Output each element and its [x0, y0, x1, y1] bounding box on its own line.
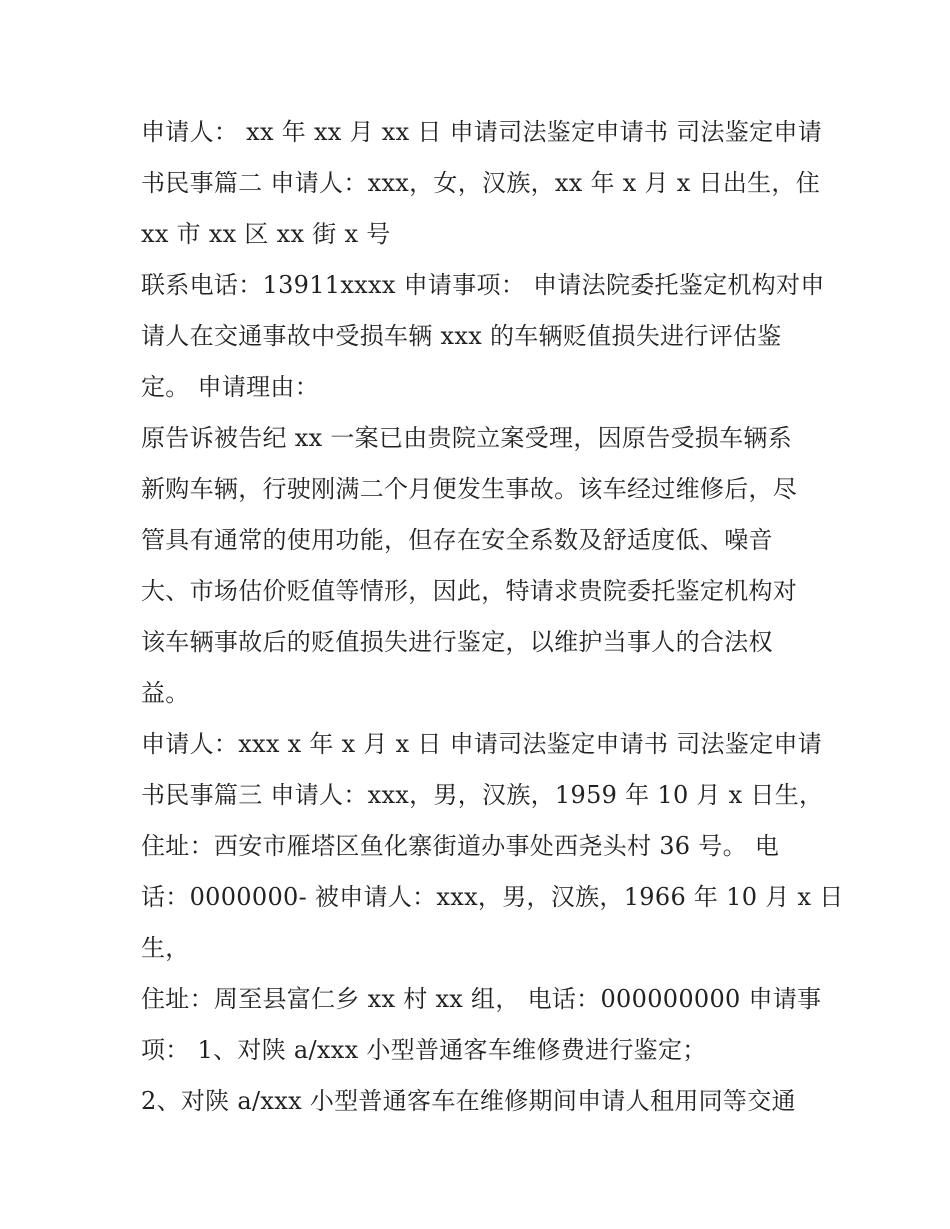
text-line: 请人在交通事故中受损车辆 xxx 的车辆贬值损失进行评估鉴	[141, 322, 782, 350]
text-line: 联系电话：13911xxxx 申请事项： 申请法院委托鉴定机构对申	[141, 271, 825, 299]
text-line: 新购车辆，行驶刚满二个月便发生事故。该车经过维修后，尽	[141, 475, 798, 503]
text-line: 大、市场估价贬值等情形，因此，特请求贵院委托鉴定机构对	[141, 577, 798, 605]
paragraph-request-items	[141, 260, 825, 413]
text-line: 该车辆事故后的贬值损失进行鉴定，以维护当事人的合法权	[141, 628, 773, 656]
text-line: 项： 1、对陕 a/xxx 小型普通客车维修费进行鉴定；	[141, 1036, 707, 1064]
text-line: 住址：西安市雁塔区鱼化寨街道办事处西尧头村 36 号。 电	[141, 832, 780, 860]
paragraph-reasons	[141, 413, 821, 719]
text-line: 益。	[141, 679, 190, 707]
text-line: 话：0000000- 被申请人：xxx，男，汉族，1966 年 10 月 x 日	[141, 883, 844, 911]
text-line: 生，	[141, 934, 190, 962]
paragraph-respondent-address	[141, 974, 821, 1076]
text-line: 2、对陕 a/xxx 小型普通客车在维修期间申请人租用同等交通	[141, 1087, 796, 1115]
document-body	[141, 107, 844, 1127]
text-line: 原告诉被告纪 xx 一案已由贵院立案受理，因原告受损车辆系	[141, 424, 793, 452]
text-line: 住址：周至县富仁乡 xx 村 xx 组， 电话：000000000 申请事	[141, 985, 822, 1013]
paragraph-applicant-intro	[141, 107, 821, 260]
text-line: xx 市 xx 区 xx 街 x 号	[141, 220, 391, 248]
paragraph-part-three	[141, 719, 844, 974]
text-line: 申请人： xx 年 xx 月 xx 日 申请司法鉴定申请书 司法鉴定申请	[141, 118, 823, 146]
paragraph-item-two	[141, 1076, 821, 1127]
text-line: 定。 申请理由：	[141, 373, 320, 401]
text-line: 申请人：xxx x 年 x 月 x 日 申请司法鉴定申请书 司法鉴定申请	[141, 730, 823, 758]
text-line: 书民事篇二 申请人：xxx，女，汉族，xx 年 x 月 x 日出生，住	[141, 169, 821, 197]
text-line: 书民事篇三 申请人：xxx，男，汉族，1959 年 10 月 x 日生，	[141, 781, 824, 809]
text-line: 管具有通常的使用功能，但存在安全系数及舒适度低、噪音	[141, 526, 773, 554]
